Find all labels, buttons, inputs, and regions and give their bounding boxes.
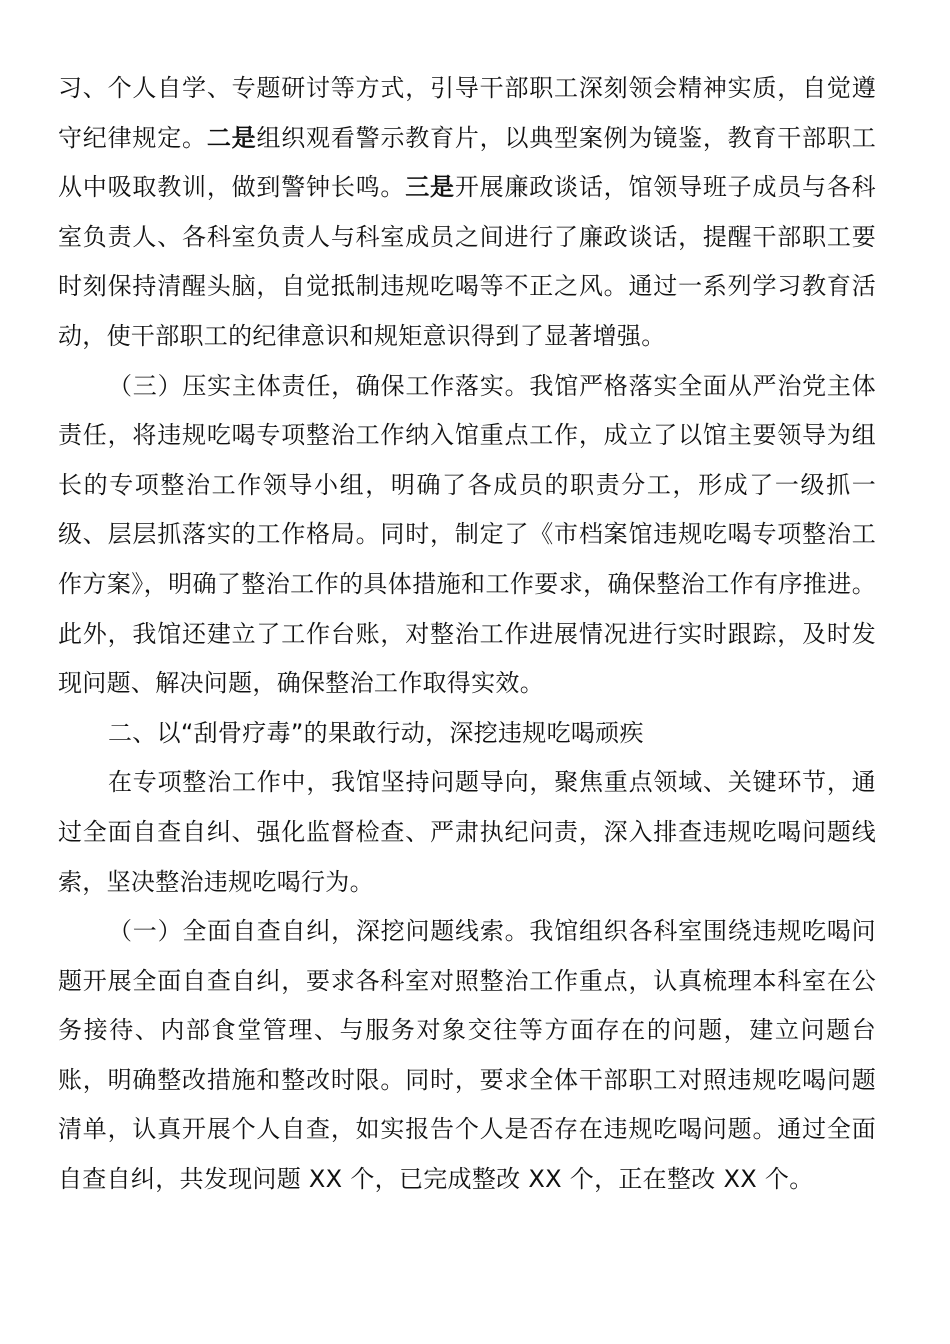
text-segment: 在专项整治工作中，我馆坚持问题导向，聚焦重点领域、关键环节，通过全面自查自纠、强化监督检查、严肃执纪问责，深入排查违规吃喝问题线索，坚决整治违规吃喝行为。	[58, 768, 876, 896]
text-segment: 组织观看警示教育片，以典型案例为镜鉴，教育干部职工从中吸取教训，做到警钟长鸣。	[58, 123, 876, 202]
text-segment: （三）压实主体责任，确保工作落实。我馆严格落实全面从严治党主体责任，将违规吃喝专项整治工作纳入馆重点工作，成立了以馆主要领导为组长的专项整治工作领导小组，明确了各成员的职责分工，形成了一级抓一级、层层抓落实的工作格局。同时，制定了《市档案馆违规吃喝专项整治工作方案》，明确了整治工作的具体措施和工作要求，确保整治工作有序推进。此外，我馆还建立了工作台账，对整治工作进展情况进行实时跟踪，及时发现问题、解决问题，确保整治工作取得实效。	[58, 371, 876, 698]
section-heading-two	[58, 709, 876, 759]
bold-marker-second: 二是	[206, 123, 257, 152]
text-segment: （一）全面自查自纠，深挖问题线索。我馆组织各科室围绕违规吃喝问题开展全面自查自纠，要求各科室对照整治工作重点，认真梳理本科室在公务接待、内部食堂管理、与服务对象交往等方面存在的问题，建立问题台账，明确整改措施和整改时限。同时，要求全体干部职工对照违规吃喝问题清单，认真开展个人自查，如实报告个人是否存在违规吃喝问题。通过全面自查自纠，共发现问题 XX 个，已完成整改 XX 个，正在整改 XX 个。	[58, 917, 876, 1194]
paragraph-self-inspection	[58, 907, 876, 1205]
bold-marker-third: 三是	[405, 173, 455, 202]
document-page	[58, 64, 876, 1205]
paragraph-responsibility	[58, 362, 876, 709]
heading-text: 二、以“刮骨疗毒”的果敢行动，深挖违规吃喝顽疾	[108, 718, 644, 747]
paragraph-study-education	[58, 64, 876, 362]
paragraph-problem-oriented	[58, 758, 876, 907]
text-segment: 习、个人自学、专题研讨等方式，引导干部职工深刻领会精神实质，自觉遵守纪律规定。	[58, 74, 876, 152]
text-segment: 开展廉政谈话，馆领导班子成员与各科室负责人、各科室负责人与科室成员之间进行了廉政谈话，提醒干部职工要时刻保持清醒头脑，自觉抵制违规吃喝等不正之风。通过一系列学习教育活动，使干部职工的纪律意识和规矩意识得到了显著增强。	[58, 173, 876, 350]
